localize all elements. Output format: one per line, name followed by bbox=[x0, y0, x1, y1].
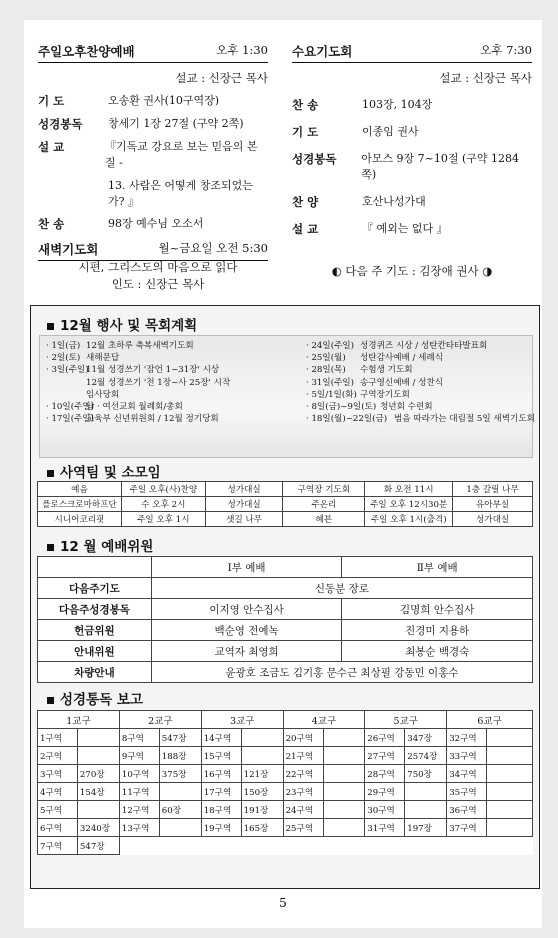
chapter-count-cell bbox=[323, 747, 365, 765]
district-cell: 13구역 bbox=[119, 819, 159, 837]
event-date: · 5일/1일(화) bbox=[306, 389, 357, 400]
row-label: 찬 송 bbox=[38, 217, 65, 231]
chapter-count-cell bbox=[241, 729, 283, 747]
district-header: 1교구 bbox=[38, 711, 120, 729]
chapter-count-cell bbox=[487, 837, 533, 855]
table-cell: 유아부실 bbox=[453, 497, 533, 512]
table-cell: 윤광호 조금도 김기홍 문수근 최상필 강동민 이홍수 bbox=[151, 662, 532, 683]
row-label: 기 도 bbox=[38, 94, 65, 108]
wednesday-preacher: 설교 : 신장근 목사 bbox=[439, 71, 532, 85]
district-header: 3교구 bbox=[201, 711, 283, 729]
table-cell: 플로스크로마하프단 bbox=[38, 497, 122, 512]
bullet-square-icon bbox=[47, 470, 54, 477]
chapter-count-cell: 2574장 bbox=[405, 747, 447, 765]
chapter-count-cell: 188장 bbox=[159, 747, 201, 765]
table-cell: 주일 오후 12시30분 bbox=[365, 497, 453, 512]
event-item bbox=[46, 377, 230, 389]
table-row bbox=[38, 747, 533, 765]
event-item bbox=[46, 413, 230, 425]
chapter-count-cell: 154장 bbox=[77, 783, 119, 801]
table-header-row bbox=[38, 557, 533, 578]
table-cell: 1층 갈릴 나무 bbox=[453, 482, 533, 497]
table-cell: 주일 오후 1시(출격) bbox=[365, 512, 453, 527]
events-title-text: 12월 행사 및 목회계획 bbox=[60, 318, 198, 334]
table-cell: 이지영 안수집사 bbox=[151, 599, 342, 620]
chapter-count-cell: 165장 bbox=[241, 819, 283, 837]
event-text: 12월 초하루 축복새벽기도회 bbox=[86, 341, 194, 351]
row-label: 차량안내 bbox=[38, 662, 152, 683]
table-row bbox=[38, 783, 533, 801]
event-item bbox=[46, 364, 230, 376]
dawn-prayer-theme: 시편, 그리스도의 마음으로 읽다 bbox=[78, 260, 238, 274]
table-cell: 성가대실 bbox=[453, 512, 533, 527]
district-cell: 30구역 bbox=[365, 801, 405, 819]
wednesday-service bbox=[292, 42, 532, 237]
service-row bbox=[292, 151, 532, 183]
table-row bbox=[38, 578, 533, 599]
event-item bbox=[306, 413, 535, 425]
sunday-evening-header bbox=[38, 42, 268, 63]
chapter-count-cell bbox=[323, 729, 365, 747]
district-cell: 10구역 bbox=[119, 765, 159, 783]
events-right-column bbox=[306, 340, 535, 425]
chapter-count-cell: 150장 bbox=[241, 783, 283, 801]
chapter-count-cell bbox=[323, 801, 365, 819]
sunday-evening-time: 오후 1:30 bbox=[216, 43, 268, 57]
district-header: 2교구 bbox=[119, 711, 201, 729]
event-date bbox=[46, 389, 86, 401]
sunday-evening-title: 주일오후찬양예배 bbox=[38, 44, 135, 59]
worship-staff-table bbox=[37, 556, 533, 683]
row-value: 이종임 권사 bbox=[362, 125, 419, 138]
events-left-column bbox=[46, 340, 230, 425]
row-label: 찬 송 bbox=[292, 98, 319, 112]
district-cell: 3구역 bbox=[38, 765, 78, 783]
service-row bbox=[38, 93, 268, 109]
district-cell: 33구역 bbox=[447, 747, 487, 765]
chapter-count-cell bbox=[77, 801, 119, 819]
row-label: 성경봉독 bbox=[38, 117, 83, 131]
table-cell: 성가대실 bbox=[205, 497, 283, 512]
table-row bbox=[38, 482, 533, 497]
table-cell: 김명희 안수집사 bbox=[342, 599, 533, 620]
row-label: 다음주기도 bbox=[38, 578, 152, 599]
district-cell: 7구역 bbox=[38, 837, 78, 855]
chapter-count-cell bbox=[405, 801, 447, 819]
row-value: 오송환 권사(10구역장) bbox=[108, 94, 220, 107]
event-text: 교육부 신년위원회 / 12월 정기당회 bbox=[86, 414, 219, 425]
dawn-prayer-info bbox=[38, 259, 278, 293]
sunday-evening-preacher: 설교 : 신장근 목사 bbox=[175, 71, 268, 85]
event-text: 임사당회 bbox=[86, 389, 120, 400]
service-row bbox=[38, 216, 268, 232]
table-cell: 성가대실 bbox=[205, 482, 283, 497]
event-item bbox=[46, 352, 230, 364]
event-text: 남 · 여선교회 월례회/총회 bbox=[86, 402, 183, 413]
district-cell: 27구역 bbox=[365, 747, 405, 765]
chapter-count-cell bbox=[241, 837, 283, 855]
dawn-prayer-header bbox=[38, 240, 268, 261]
bulletin-page bbox=[24, 20, 542, 928]
event-date: · 10일(주일) bbox=[46, 402, 95, 413]
row-value: 『 예외는 없다 』 bbox=[362, 222, 448, 235]
district-cell: 35구역 bbox=[447, 783, 487, 801]
district-header: 4교구 bbox=[283, 711, 365, 729]
dawn-prayer-leader: 인도 : 신장근 목사 bbox=[111, 277, 205, 291]
district-cell: 21구역 bbox=[283, 747, 323, 765]
district-cell: 15구역 bbox=[201, 747, 241, 765]
row-value: 98장 예수님 오소서 bbox=[108, 217, 204, 230]
table-row bbox=[38, 641, 533, 662]
wednesday-header bbox=[292, 42, 532, 63]
chapter-count-cell: 121장 bbox=[241, 765, 283, 783]
district-cell: 32구역 bbox=[447, 729, 487, 747]
table-cell: 구역장 기도회 bbox=[283, 482, 365, 497]
district-cell: 22구역 bbox=[283, 765, 323, 783]
sermon-title-continued: 13. 사람은 어떻게 창조되었는가? 』 bbox=[108, 179, 253, 208]
event-date: · 1일(금) bbox=[46, 341, 81, 351]
row-label: 다음주성경봉독 bbox=[38, 599, 152, 620]
chapter-count-cell bbox=[323, 837, 365, 855]
table-cell: 교역자 최영희 bbox=[151, 641, 342, 662]
service-row bbox=[38, 139, 268, 171]
table-cell: 예음 bbox=[38, 482, 122, 497]
chapter-count-cell: 60장 bbox=[159, 801, 201, 819]
chapter-count-cell bbox=[487, 801, 533, 819]
row-value: 호산나성가대 bbox=[362, 195, 426, 208]
chapter-count-cell: 547장 bbox=[77, 837, 119, 855]
table-cell: 화 오전 11시 bbox=[365, 482, 453, 497]
chapter-count-cell bbox=[159, 819, 201, 837]
district-cell bbox=[447, 837, 487, 855]
table-cell: 주일 오후 1시 bbox=[121, 512, 205, 527]
table-header-row bbox=[38, 711, 533, 729]
district-cell: 19구역 bbox=[201, 819, 241, 837]
bullet-square-icon bbox=[47, 544, 54, 551]
chapter-count-cell bbox=[487, 747, 533, 765]
district-cell: 25구역 bbox=[283, 819, 323, 837]
event-item bbox=[306, 352, 535, 364]
district-cell: 31구역 bbox=[365, 819, 405, 837]
district-cell: 26구역 bbox=[365, 729, 405, 747]
district-cell: 5구역 bbox=[38, 801, 78, 819]
row-label: 성경봉독 bbox=[292, 152, 337, 166]
event-text: 11월 성경쓰기 '잠언 1~31장' 시상 bbox=[86, 365, 220, 376]
district-cell: 1구역 bbox=[38, 729, 78, 747]
chapter-count-cell bbox=[323, 783, 365, 801]
dawn-prayer-time: 월~금요일 오전 5:30 bbox=[158, 241, 268, 255]
table-cell: 시니어코리핏 bbox=[38, 512, 122, 527]
bible-reading-section-title bbox=[47, 688, 143, 708]
table-row bbox=[38, 599, 533, 620]
ministry-table bbox=[37, 481, 533, 527]
service-row bbox=[292, 97, 532, 113]
worship-staff-section-title bbox=[47, 535, 153, 555]
event-date: · 25일(월) bbox=[306, 353, 346, 364]
chapter-count-cell: 3240장 bbox=[77, 819, 119, 837]
district-header: 5교구 bbox=[365, 711, 447, 729]
wednesday-time: 오후 7:30 bbox=[480, 43, 532, 57]
event-text: 송구영신예배 / 성찬식 bbox=[360, 377, 444, 388]
row-value: 『기독교 강요로 보는 믿음의 본질 - bbox=[104, 140, 258, 169]
table-cell: 샛길 나무 bbox=[205, 512, 283, 527]
district-cell: 16구역 bbox=[201, 765, 241, 783]
table-row bbox=[38, 662, 533, 683]
event-date: · 31일(주일) bbox=[306, 377, 355, 388]
district-cell: 14구역 bbox=[201, 729, 241, 747]
table-cell bbox=[38, 557, 152, 578]
event-item bbox=[306, 389, 535, 401]
table-cell: 백순영 전예녹 bbox=[151, 620, 342, 641]
district-cell: 34구역 bbox=[447, 765, 487, 783]
table-row bbox=[38, 729, 533, 747]
worship-staff-title-text: 12 월 예배위원 bbox=[60, 539, 154, 555]
event-item bbox=[306, 364, 535, 376]
ministry-section-title bbox=[47, 461, 161, 481]
row-label: 안내위원 bbox=[38, 641, 152, 662]
district-cell: 8구역 bbox=[119, 729, 159, 747]
chapter-count-cell: 191장 bbox=[241, 801, 283, 819]
event-date: · 2일(토) bbox=[46, 353, 81, 364]
chapter-count-cell bbox=[487, 819, 533, 837]
chapter-count-cell bbox=[405, 783, 447, 801]
chapter-count-cell bbox=[77, 729, 119, 747]
chapter-count-cell bbox=[77, 747, 119, 765]
events-section-title bbox=[47, 314, 197, 334]
wednesday-title: 수요기도회 bbox=[292, 44, 353, 59]
district-cell bbox=[201, 837, 241, 855]
district-cell: 12구역 bbox=[119, 801, 159, 819]
chapter-count-cell: 347장 bbox=[405, 729, 447, 747]
event-item bbox=[306, 340, 535, 352]
event-item bbox=[306, 377, 535, 389]
district-cell: 23구역 bbox=[283, 783, 323, 801]
table-row bbox=[38, 837, 533, 855]
announcements-box bbox=[30, 305, 540, 889]
chapter-count-cell bbox=[241, 747, 283, 765]
page-number: 5 bbox=[279, 896, 287, 910]
event-date: · 28일(목) bbox=[306, 365, 346, 376]
bible-reading-table bbox=[37, 710, 533, 855]
chapter-count-cell bbox=[405, 837, 447, 855]
event-text: 수험생 기도회 bbox=[360, 365, 413, 376]
service-row bbox=[292, 124, 532, 140]
event-text: 구역장기도회 bbox=[360, 389, 410, 400]
district-header: 6교구 bbox=[447, 711, 533, 729]
row-value: 아모스 9장 7~10절 (구약 1284쪽) bbox=[361, 152, 520, 181]
chapter-count-cell bbox=[487, 729, 533, 747]
chapter-count-cell bbox=[323, 819, 365, 837]
chapter-count-cell: 270장 bbox=[77, 765, 119, 783]
district-cell: 28구역 bbox=[365, 765, 405, 783]
district-cell: 36구역 bbox=[447, 801, 487, 819]
district-cell: 11구역 bbox=[119, 783, 159, 801]
event-date: · 18일(월)~22일(금) bbox=[306, 414, 388, 425]
district-cell: 24구역 bbox=[283, 801, 323, 819]
column-header: Ⅰ부 예배 bbox=[151, 557, 342, 578]
event-date: · 17일(주일) bbox=[46, 414, 95, 425]
row-value: 창세기 1장 27절 (구약 2쪽) bbox=[108, 117, 244, 130]
table-row bbox=[38, 819, 533, 837]
event-text: 청년회 수련회 bbox=[380, 402, 433, 413]
row-label: 찬 양 bbox=[292, 195, 319, 209]
row-label: 설 교 bbox=[38, 140, 65, 154]
event-item bbox=[46, 340, 230, 352]
event-text: 범음 따라가는 대림절 5일 새벽기도회 bbox=[394, 414, 535, 425]
service-row bbox=[38, 116, 268, 132]
event-date: · 24일(주일) bbox=[306, 341, 355, 351]
table-row bbox=[38, 620, 533, 641]
event-text: 성경퀴즈 시상 / 성탄칸타타발표회 bbox=[360, 341, 488, 351]
event-text: 12월 성경쓰기 '전 1장~사 25장' 시작 bbox=[86, 377, 231, 388]
table-cell: 최봉순 백경숙 bbox=[342, 641, 533, 662]
district-cell bbox=[365, 837, 405, 855]
row-label: 기 도 bbox=[292, 125, 319, 139]
bullet-square-icon bbox=[47, 323, 54, 330]
event-item bbox=[46, 401, 230, 413]
chapter-count-cell: 197장 bbox=[405, 819, 447, 837]
table-cell: 수 오후 2시 bbox=[121, 497, 205, 512]
sunday-evening-service bbox=[38, 42, 268, 261]
table-cell: 주온리 bbox=[283, 497, 365, 512]
event-item bbox=[46, 389, 230, 401]
events-panel bbox=[39, 335, 533, 458]
district-cell: 37구역 bbox=[447, 819, 487, 837]
event-item bbox=[306, 401, 535, 413]
district-cell: 20구역 bbox=[283, 729, 323, 747]
table-cell: 혜븐 bbox=[283, 512, 365, 527]
chapter-count-cell: 375장 bbox=[159, 765, 201, 783]
table-row bbox=[38, 801, 533, 819]
next-week-prayer: ◐ 다음 주 기도 : 김장애 권사 ◑ bbox=[331, 264, 493, 278]
table-row bbox=[38, 765, 533, 783]
table-cell: 신동분 장로 bbox=[151, 578, 532, 599]
district-cell bbox=[283, 837, 323, 855]
row-value: 103장, 104장 bbox=[362, 98, 433, 111]
district-cell: 17구역 bbox=[201, 783, 241, 801]
service-row bbox=[292, 194, 532, 210]
district-cell: 18구역 bbox=[201, 801, 241, 819]
chapter-count-cell bbox=[159, 837, 201, 855]
dawn-prayer-title: 새벽기도회 bbox=[38, 242, 99, 257]
event-text: 성탄감사예배 / 세례식 bbox=[360, 353, 444, 364]
chapter-count-cell: 750장 bbox=[405, 765, 447, 783]
row-label: 헌금위원 bbox=[38, 620, 152, 641]
service-row bbox=[292, 221, 532, 237]
table-cell: 진경미 지용하 bbox=[342, 620, 533, 641]
district-cell: 4구역 bbox=[38, 783, 78, 801]
ministry-title-text: 사역팀 및 소모임 bbox=[60, 465, 161, 481]
district-cell: 2구역 bbox=[38, 747, 78, 765]
row-label: 설 교 bbox=[292, 222, 319, 236]
table-row bbox=[38, 512, 533, 527]
bullet-square-icon bbox=[47, 697, 54, 704]
chapter-count-cell: 547장 bbox=[159, 729, 201, 747]
district-cell: 6구역 bbox=[38, 819, 78, 837]
event-date: · 8일(금)~9일(토) bbox=[306, 402, 377, 413]
bible-reading-title-text: 성경통독 보고 bbox=[60, 692, 143, 708]
chapter-count-cell bbox=[159, 783, 201, 801]
chapter-count-cell bbox=[323, 765, 365, 783]
district-cell bbox=[119, 837, 159, 855]
table-cell: 주일 오후(사)찬양 bbox=[121, 482, 205, 497]
event-date: · 3일(주일) bbox=[46, 365, 89, 376]
event-text: 새해문답 bbox=[86, 353, 120, 364]
column-header: Ⅱ부 예배 bbox=[342, 557, 533, 578]
district-cell: 29구역 bbox=[365, 783, 405, 801]
event-date bbox=[46, 377, 86, 389]
district-cell: 9구역 bbox=[119, 747, 159, 765]
chapter-count-cell bbox=[487, 765, 533, 783]
table-row bbox=[38, 497, 533, 512]
chapter-count-cell bbox=[487, 783, 533, 801]
